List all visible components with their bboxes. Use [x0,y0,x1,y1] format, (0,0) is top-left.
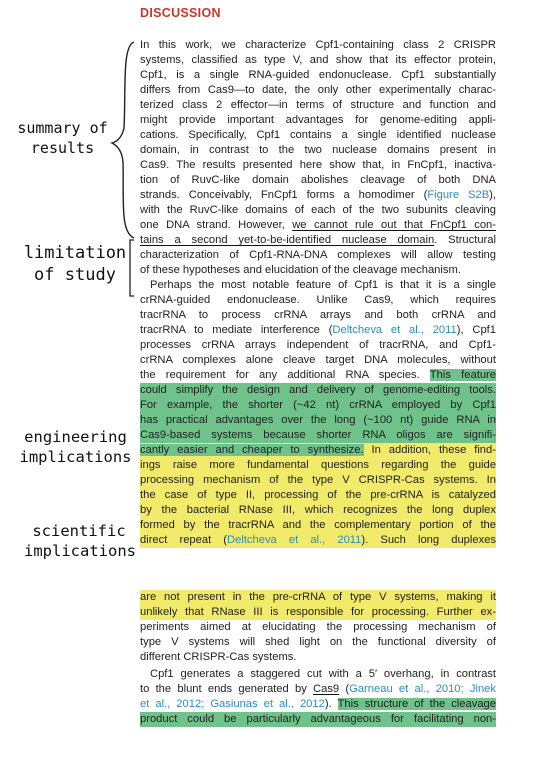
text-line-highlight-yellow: by the bacterial RNase III, which recognizes the long duplex [140,504,496,516]
text-line-highlight-green: could simplify the design and delivery of genome-editing tools. [140,384,496,396]
text-line: Perhaps the most notable feature of Cpf1 is that it is a single [150,279,496,291]
text-line: tion of RuvC-like domain abolishes cleavage of both DNA [140,174,496,186]
text-line: Cpf1, is a single RNA-guided endonuclease. Cpf1 substantially [140,69,496,81]
text-line-highlight-yellow: formed by the tracrRNA and the complementary portion of the [140,519,496,531]
text-line-highlight-green: product could be particularly advantageous for facilitating non- [140,713,496,725]
text-line-highlight-yellow: the case of type II, processing of the pre-crRNA is catalyzed [140,489,496,501]
text-line-highlight-yellow: ings raise more fundamental questions regarding the guide [140,459,496,471]
text-line: one DNA strand. However, we cannot rule out that FnCpf1 con- [140,219,496,231]
text-line: characterization of Cpf1-RNA-DNA complexes will allow testing [140,249,496,261]
text-line-highlight-yellow: are not present in the pre-crRNA of type V systems, making it [140,591,496,603]
text-line: terized class 2 effector—in terms of structure and function and [140,99,496,111]
text-line: the requirement for any additional RNA species. This feature [140,369,496,381]
text-line: might provide important advantages for genome-editing appli- [140,114,496,126]
text-line-highlight-yellow: processing mechanism of the type V CRISPR-Cas systems. In [140,474,496,486]
text-line: In this work, we characterize Cpf1-containing class 2 CRISPR [140,39,496,51]
annotation-engineering-line1: engineering [24,428,127,446]
text-line: differs from Cas9—to date, the only other experimentally charac- [140,84,496,96]
text-line: et al., 2012; Gasiunas et al., 2012). This structure of the cleavage [140,698,496,710]
underlined-limitation: tains a second yet-to-be-identified nuclease domain [140,234,435,246]
citation-link[interactable]: Deltcheva et al., 2011 [332,324,457,336]
text-line-highlight-yellow: unlikely that RNase III is responsible for processing. Further ex- [140,606,496,618]
text-line: domain, in contrast to the two nuclease domains present in [140,144,496,156]
text-line: processes crRNA arrays independent of tracrRNA, and Cpf1- [140,339,496,351]
text-line: type V systems will shed light on the functional diversity of [140,636,496,648]
text-line: with the RuvC-like domains of each of the two subunits cleaving [140,204,496,216]
text-line: tracrRNA to process crRNA arrays and both crRNA and [140,309,496,321]
text-line: periments aimed at elucidating the processing mechanism of [140,621,496,633]
text-line: tains a second yet-to-be-identified nuclease domain. Structural [140,234,496,246]
annotation-limitation-line2: of study [34,265,116,285]
text-line-highlight-green: For example, the shorter (~42 nt) crRNA employed by Cpf1 [140,399,496,411]
text-line-highlight-yellow: direct repeat (Deltcheva et al., 2011). Such long duplexes [140,534,496,546]
text-line: tracrRNA to mediate interference (Deltcheva et al., 2011), Cpf1 [140,324,496,336]
figure-reference-link[interactable]: Figure S2B [427,189,490,201]
text-line: Cas9. The results presented here show that, in FnCpf1, inactiva- [140,159,496,171]
annotation-scientific-line2: implications [24,542,136,560]
text-line-highlight-green: Cas9-based systems because shorter RNA oligos are signifi- [140,429,496,441]
text-line: crRNA-guided endonuclease. Unlike Cas9, which requires [140,294,496,306]
text-line-highlight-mixed: cantly easier and cheaper to synthesize. In addition, these find- [140,444,496,456]
highlight-green: This feature [429,369,496,381]
text-line: of these hypotheses and elucidation of the cleavage mechanism. [140,264,461,276]
text-line: crRNA complexes alone cleave target DNA molecules, without [140,354,496,366]
annotation-summary-line2: results [30,139,95,157]
text-line: to the blunt ends generated by Cas9 (Garneau et al., 2010; Jinek [140,683,496,695]
text-line: different CRISPR-Cas systems. [140,651,297,663]
citation-link[interactable]: Deltcheva et al., 2011 [227,534,362,546]
section-heading: DISCUSSION [140,6,221,20]
underlined-limitation: we cannot rule out that FnCpf1 con- [292,219,496,231]
text-line: Cpf1 generates a staggered cut with a 5′ overhang, in contrast [150,668,496,680]
citation-link[interactable]: et al., 2012; Gasiunas et al., 2012 [140,698,325,710]
summary-brace [112,42,134,238]
annotation-engineering-line2: implications [19,448,132,466]
text-line: cations. Specifically, Cpf1 contains a single identified nuclease [140,129,496,141]
limitation-bracket [130,240,134,296]
citation-link[interactable]: Garneau et al., 2010; Jinek [349,683,496,695]
underlined-term: Cas9 [313,683,340,695]
annotation-limitation-line1: limitation [23,243,127,263]
annotation-scientific-line1: scientific [32,522,126,540]
highlight-green: cantly easier and cheaper to synthesize. [140,444,364,456]
text-line: systems, classified as type V, and show that its effector protein, [140,54,496,66]
annotation-summary-line1: summary of [17,119,108,137]
text-line: strands. Conceivably, FnCpf1 forms a homodimer (Figure S2B), [140,189,496,201]
text-line-highlight-green: has practical advantages over the long (~100 nt) guide RNA in [140,414,496,426]
highlight-green: This structure of the cleavage [337,698,496,710]
